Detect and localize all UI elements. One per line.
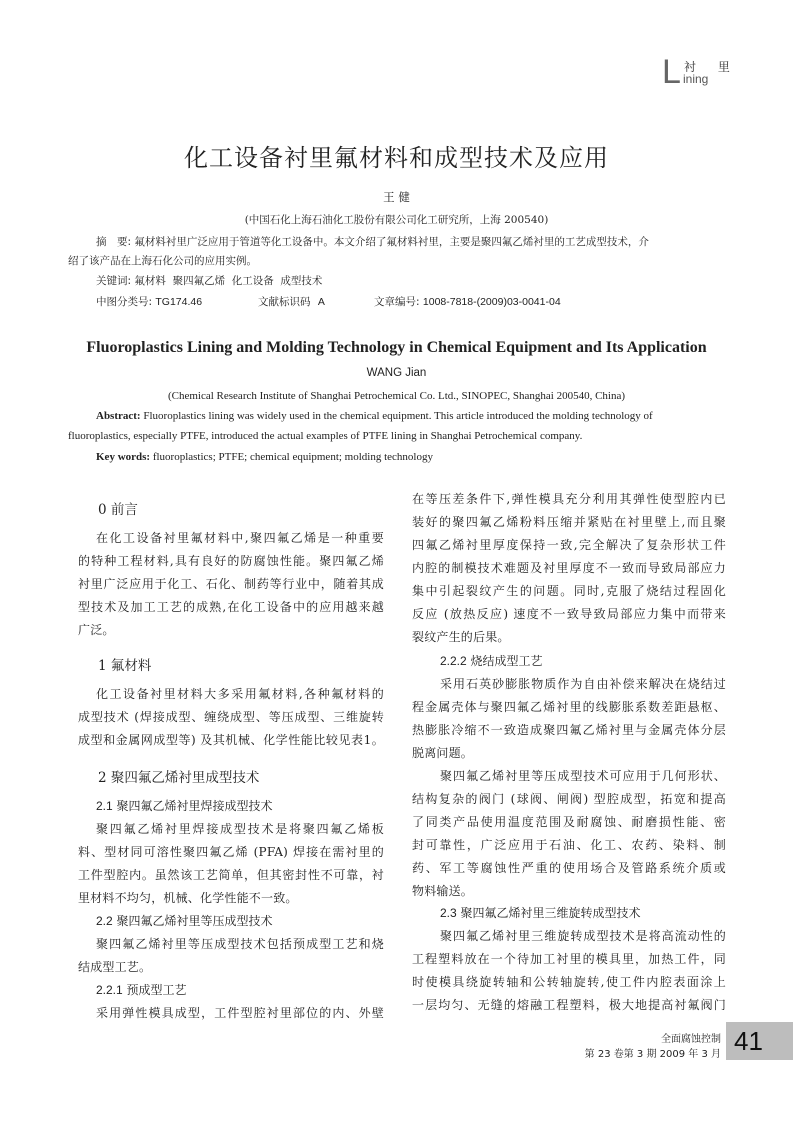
section-2-1-title: 聚四氟乙烯衬里焊接成型技术	[116, 799, 273, 813]
classification-article-no	[374, 294, 561, 309]
section-logo-letter: L	[662, 53, 681, 91]
sec1-line: 成型和金属网成型等) 及其机械、化学性能比较见表1。	[78, 733, 384, 747]
title-cn: 化工设备衬里氟材料和成型技术及应用	[184, 144, 609, 172]
sec0-line: 在化工设备衬里氟材料中,聚四氟乙烯是一种重要	[96, 531, 384, 545]
section-label-en: ining	[683, 72, 709, 86]
sec22-line: 聚四氟乙烯衬里等压成型技术包括预成型工艺和烧	[96, 937, 384, 951]
title-en: Fluoroplastics Lining and Molding Technology in Chemical Equipment and Its Application	[86, 339, 707, 356]
keywords-en-label: Key words:	[96, 451, 151, 463]
sec222b-line: 药、军工等腐蚀性严重的使用场合及管路系统介质或	[412, 861, 726, 875]
sec221-line: 采用弹性模具成型，工件型腔衬里部位的内、外壁	[96, 1006, 384, 1020]
clc-value: TG174.46	[155, 296, 203, 308]
sec222-line: 脱离问题。	[412, 746, 474, 760]
sec22-line: 结成型工艺。	[78, 960, 152, 974]
sec1-line: 成型技术 (焊接成型、缠绕成型、等压成型、三维旋转	[78, 710, 384, 724]
section-2-2-2-heading	[440, 652, 543, 669]
section-2-heading: 2 聚四氟乙烯衬里成型技术	[98, 770, 260, 786]
sec221-line: 在等压差条件下,弹性模具充分利用其弹性使型腔内已	[412, 492, 726, 506]
doc-code-label: 文献标识码	[258, 296, 311, 308]
sec221-line: 四氟乙烯衬里厚度保持一致,完全解决了复杂形状工件	[412, 538, 726, 552]
keywords-cn-value: 氟材料 聚四氟乙烯 化工设备 成型技术	[134, 275, 323, 287]
keywords-en-value: fluoroplastics; PTFE; chemical equipment; molding technology	[152, 451, 433, 463]
abstract-en-line-1	[96, 410, 653, 422]
sec222-line: 程金属壳体与聚四氟乙烯衬里的线膨胀系数差距悬枢、	[412, 700, 726, 714]
keywords-en	[96, 451, 433, 463]
keywords-cn	[96, 273, 322, 288]
sec23-line: 时使模具绕旋转轴和公转轴旋转,使工件内腔表面涂上	[412, 975, 726, 989]
abstract-cn-line-1	[96, 234, 649, 249]
sec221-line: 裂纹产生的后果。	[412, 630, 510, 644]
sec222-line: 热膨胀冷缩不一致造成聚四氟乙烯衬里与金属壳体分层	[412, 723, 726, 737]
affiliation-cn: (中国石化上海石油化工股份有限公司化工研究所，上海 200540)	[244, 214, 549, 226]
abstract-cn-text-2: 绍了该产品在上海石化公司的应用实例。	[68, 255, 257, 267]
classification-clc	[96, 294, 202, 309]
sec222b-line: 结构复杂的阀门 (球阀、闸阀) 型腔成型，拓宽和提高	[412, 792, 726, 806]
section-2-3-number: 2.3	[440, 906, 457, 920]
sec21-line: 工件型腔内。虽然该工艺简单，但其密封性不可靠，衬	[78, 868, 384, 882]
sec0-line: 广泛。	[78, 623, 115, 637]
author-en: WANG Jian	[366, 367, 427, 379]
sec221-line: 内腔的制模技术难题及衬里厚度不一致而导致局部应力	[412, 561, 726, 575]
sec221-line: 反应 (放热反应) 速度不一致导致局部应力集中而带来	[412, 607, 726, 621]
doc-code-value: A	[317, 296, 325, 308]
affiliation-en: (Chemical Research Institute of Shanghai Petrochemical Co. Ltd., SINOPEC, Shanghai 200540, China)	[167, 390, 626, 402]
sec222-line: 采用石英砂膨胀物质作为自由补偿来解决在烧结过	[440, 677, 726, 691]
abstract-en-text-1: Fluoroplastics lining was widely used in the chemical equipment. This article introduced the molding technology of	[143, 410, 653, 422]
sec23-line: 聚四氟乙烯衬里三维旋转成型技术是将高流动性的	[440, 929, 726, 943]
article-no-label: 文章编号:	[374, 296, 420, 308]
sec21-line: 料、型材同可溶性聚四氟乙烯 (PFA) 焊接在需衬里的	[78, 845, 384, 859]
section-2-1-heading	[96, 797, 273, 814]
section-2-3-title: 聚四氟乙烯衬里三维旋转成型技术	[460, 906, 641, 920]
abstract-cn-text-1: 氟材料衬里广泛应用于管道等化工设备中。本文介绍了氟材料衬里，主要是聚四氟乙烯衬里的工艺成型技术，介	[134, 236, 649, 248]
section-2-2-heading	[96, 912, 273, 929]
section-2-1-number: 2.1	[96, 799, 113, 813]
section-2-3-heading	[440, 904, 641, 921]
section-2-2-1-heading	[96, 981, 187, 998]
sec23-line: 工程塑料放在一个待加工衬里的模具里，加热工件，同	[412, 952, 726, 966]
section-2-2-title: 聚四氟乙烯衬里等压成型技术	[116, 914, 273, 928]
section-1-heading: 1 氟材料	[98, 658, 152, 674]
section-label-cn: 衬 里	[684, 60, 739, 74]
sec221-line: 集中引起裂纹产生的问题。同时,克服了烧结过程固化	[412, 584, 726, 598]
sec222b-line: 封可靠性，广泛应用于石油、化工、农药、染料、制	[412, 838, 726, 852]
sec222b-line: 聚四氟乙烯衬里等压成型技术可应用于几何形状、	[440, 769, 726, 783]
section-2-2-2-title: 烧结成型工艺	[470, 654, 543, 668]
keywords-cn-label: 关键词:	[96, 275, 132, 287]
abstract-en-label: Abstract:	[96, 410, 141, 422]
sec21-line: 里材料不均匀，机械、化学性能不一致。	[78, 891, 298, 905]
section-0-heading: 0 前言	[98, 502, 138, 518]
author-cn: 王 健	[383, 190, 410, 204]
footer-issue: 第 23 卷第 3 期 2009 年 3 月	[584, 1049, 721, 1060]
sec0-line: 型技术及加工工艺的成熟,在化工设备中的应用越来越	[78, 600, 384, 614]
sec222b-line: 了同类产品使用温度范围及耐腐蚀、耐磨损性能、密	[412, 815, 726, 829]
sec23-line: 一层均匀、无缝的熔融工程塑料，极大地提高衬氟阀门	[412, 998, 726, 1012]
section-2-2-1-title: 预成型工艺	[126, 983, 187, 997]
sec0-line: 衬里广泛应用于化工、石化、制药等行业中，随着其成	[78, 577, 384, 591]
classification-doc-code	[258, 294, 325, 309]
sec221-line: 装好的聚四氟乙烯粉料压缩并紧贴在衬里壁上,而且聚	[412, 515, 726, 529]
section-2-2-2-number: 2.2.2	[440, 654, 467, 668]
sec21-line: 聚四氟乙烯衬里焊接成型技术是将聚四氟乙烯板	[96, 822, 384, 836]
sec1-line: 化工设备衬里材料大多采用氟材料,各种氟材料的	[96, 687, 384, 701]
sec0-line: 的特种工程材料,具有良好的防腐蚀性能。聚四氟乙烯	[78, 554, 384, 568]
page-number-box	[726, 1022, 793, 1060]
abstract-en-text-2: fluoroplastics, especially PTFE, introduced the actual examples of PTFE lining in Shanghai Petrochemical company.	[68, 430, 583, 442]
footer-journal: 全面腐蚀控制	[661, 1034, 721, 1045]
page-number: 41	[734, 1026, 763, 1056]
abstract-cn-label: 摘 要:	[96, 236, 132, 248]
section-2-2-number: 2.2	[96, 914, 113, 928]
section-2-2-1-number: 2.2.1	[96, 983, 123, 997]
article-no-value: 1008-7818-(2009)03-0041-04	[422, 296, 561, 308]
clc-label: 中图分类号:	[96, 296, 153, 308]
sec222b-line: 物料输送。	[412, 884, 474, 898]
